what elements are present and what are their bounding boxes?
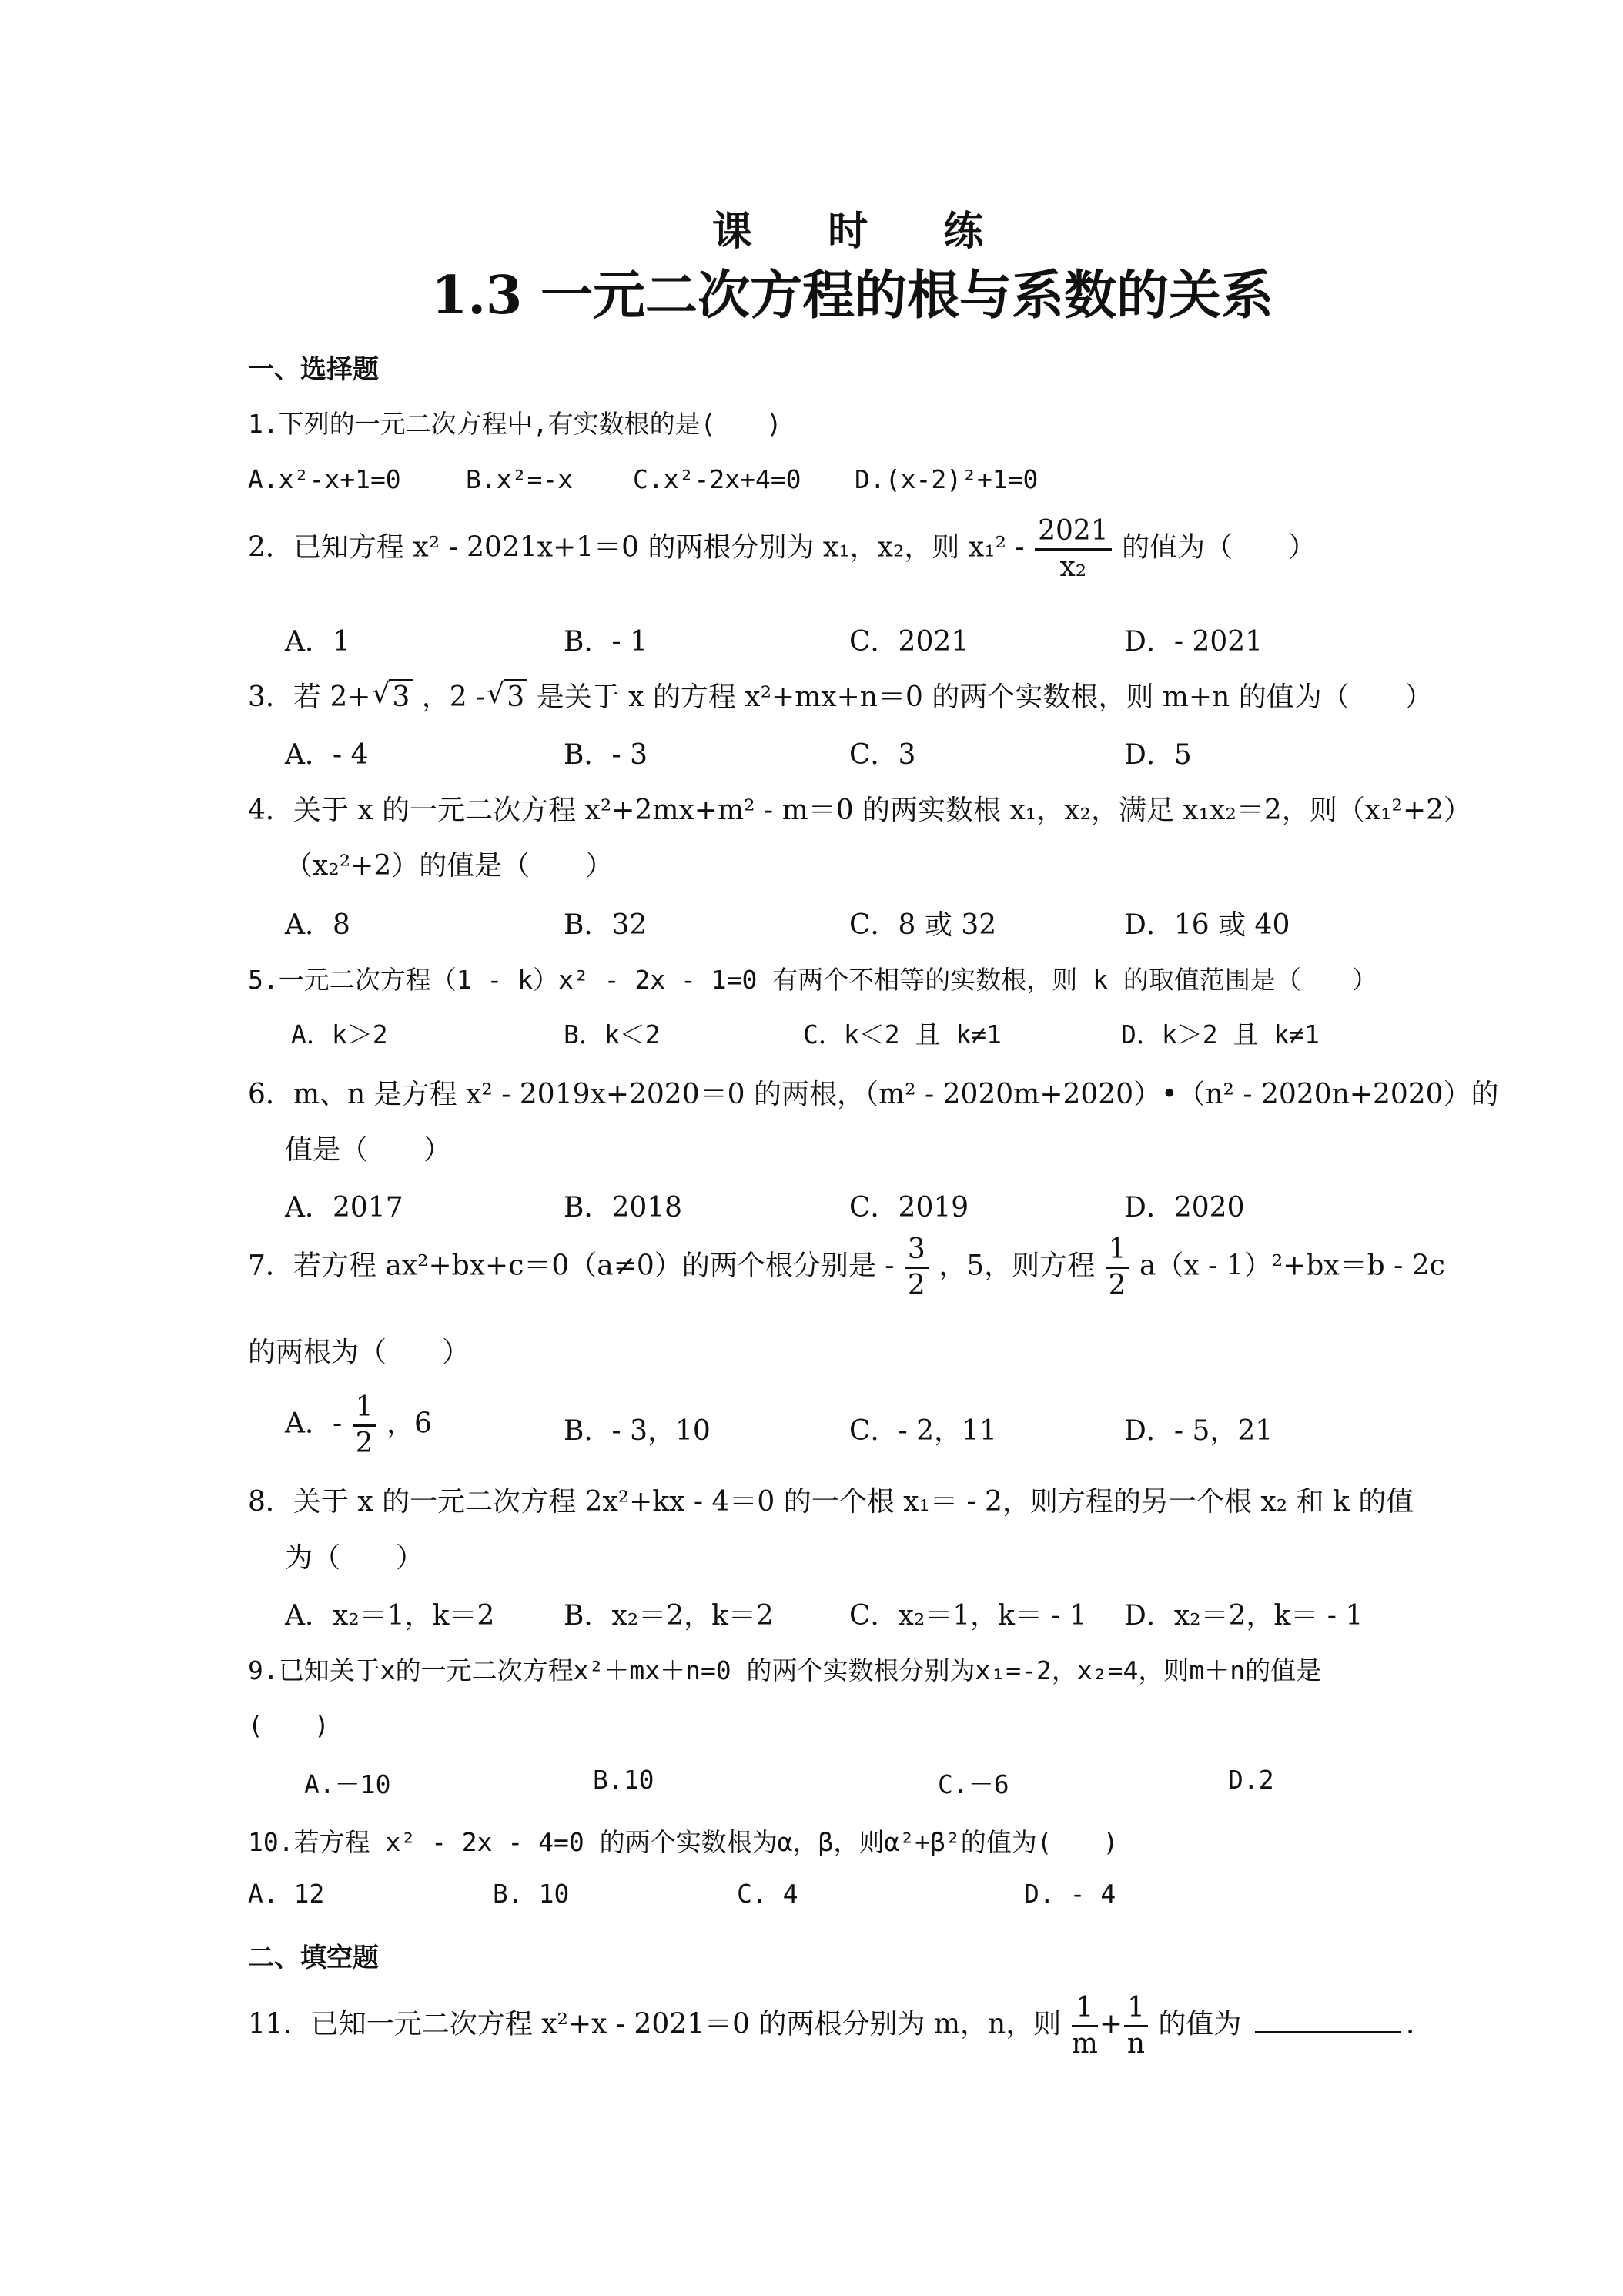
question-10-option-a: A. 12: [248, 1879, 325, 1909]
question-4-option-b: B．32: [564, 909, 648, 941]
fraction-denominator: 2: [907, 1270, 925, 1301]
question-9-stem-line1: 9.已知关于x的一元二次方程x²＋mx＋n=0 的两个实数根分别为x₁=-2，x₂=4，则m＋n的值是: [248, 1655, 1322, 1685]
question-8-option-c: C．x₂＝1，k＝ - 1: [849, 1600, 1087, 1632]
question-7-option-a: [285, 1391, 432, 1459]
question-1-option-a: A.x²-x+1=0: [248, 464, 401, 494]
question-6-option-a: A．2017: [285, 1192, 403, 1223]
question-11-stem-a: 11．已知一元二次方程 x²+x - 2021＝0 的两根分别为 m，n，则: [248, 2008, 1062, 2040]
question-4-option-d: D．16 或 40: [1124, 909, 1290, 941]
question-5-option-b: B．k＜2: [564, 1019, 661, 1049]
question-7-option-d: D．- 5，21: [1124, 1415, 1273, 1447]
question-8-option-d: D．x₂＝2，k＝ - 1: [1124, 1600, 1364, 1632]
question-7-stem-line1: [248, 1233, 1445, 1301]
page-title: 1.3 一元二次方程的根与系数的关系: [431, 265, 1273, 326]
fraction-denominator: 2: [1108, 1270, 1126, 1301]
question-9-option-b: B.10: [593, 1765, 654, 1795]
question-9-stem-line2: ( ): [248, 1710, 330, 1740]
fraction-numerator: 1: [1124, 1994, 1148, 2027]
question-3-option-d: D．5: [1124, 739, 1192, 771]
question-3-option-b: B．- 3: [564, 739, 648, 771]
question-11-end: .: [1405, 2008, 1415, 2040]
question-6-stem-line1: 6．m、n 是方程 x² - 2019x+2020＝0 的两根，（m² - 2020m+2020）•（n² - 2020n+2020）的: [248, 1079, 1499, 1110]
question-3-stem-c: 是关于 x 的方程 x²+mx+n＝0 的两个实数根，则 m+n 的值为（ ）: [536, 681, 1433, 713]
question-2-stem-b: 的值为（ ）: [1122, 531, 1317, 564]
fraction-numerator: 1: [1072, 1994, 1098, 2027]
question-3-option-c: C．3: [849, 739, 916, 771]
fraction-denominator: x₂: [1059, 551, 1087, 583]
section-heading-choice: 一、选择题: [248, 354, 379, 385]
question-4-option-c: C．8 或 32: [849, 909, 997, 941]
question-5-option-c: C．k＜2 且 k≠1: [803, 1019, 1002, 1049]
question-7-option-c: C．- 2，11: [849, 1415, 997, 1447]
question-10-option-b: B. 10: [493, 1879, 570, 1909]
sqrt-3: √ 3: [389, 679, 413, 713]
fraction-denominator: 2: [355, 1427, 373, 1459]
page-subtitle: 课 时 练: [712, 208, 1015, 255]
question-2-stem: [248, 517, 1316, 581]
question-8-option-b: B．x₂＝2，k＝2: [564, 1600, 774, 1632]
fraction-denominator: n: [1126, 2028, 1146, 2060]
question-3-stem: [248, 675, 1433, 715]
question-2-stem-a: 2．已知方程 x² - 2021x+1＝0 的两根分别为 x₁，x₂，则 x₁² -: [248, 531, 1025, 564]
question-4-stem-line2: （x₂²+2）的值是（ ）: [285, 850, 614, 882]
question-8-stem-line2: 为（ ）: [285, 1542, 424, 1574]
question-5-option-a: A．k＞2: [291, 1019, 388, 1049]
question-4-stem-line1: 4．关于 x 的一元二次方程 x²+2mx+m² - m＝0 的两实数根 x₁，x₂，满足 x₁x₂＝2，则（x₁²+2）: [248, 795, 1472, 826]
question-5-stem: 5.一元二次方程（1 - k）x² - 2x - 1=0 有两个不相等的实数根，则 k 的取值范围是（ ）: [248, 965, 1377, 995]
question-4-option-a: A．8: [285, 909, 350, 941]
question-9-option-d: D.2: [1228, 1765, 1274, 1795]
question-7-stem-a: 7．若方程 ax²+bx+c＝0（a≠0）的两个根分别是 -: [248, 1250, 895, 1282]
question-11-fraction-1: [1072, 1994, 1098, 2058]
question-11-stem: [248, 1994, 1414, 2058]
question-9-option-c: C.－6: [938, 1769, 1009, 1799]
question-1-option-d: D.(x-2)²+1=0: [855, 464, 1039, 494]
sqrt-3: √ 3: [504, 679, 527, 713]
question-8-stem-line1: 8．关于 x 的一元二次方程 2x²+kx - 4＝0 的一个根 x₁＝ - 2，则方程的另一个根 x₂ 和 k 的值: [248, 1486, 1414, 1518]
question-1-option-b: B.x²=-x: [466, 464, 574, 494]
question-6-option-b: B．2018: [564, 1192, 683, 1223]
fraction-numerator: 2021: [1035, 517, 1112, 551]
question-9-option-a: A.－10: [304, 1769, 391, 1799]
question-6-option-c: C．2019: [849, 1192, 969, 1223]
question-1-option-c: C.x²-2x+4=0: [633, 464, 801, 494]
question-7-stem-c: a（x - 1）²+bx＝b - 2c: [1139, 1250, 1445, 1282]
question-3-stem-b: ，2 -: [421, 681, 486, 713]
question-2-option-c: C．2021: [849, 626, 969, 658]
question-10-option-d: D. - 4: [1024, 1879, 1116, 1909]
answer-blank[interactable]: [1255, 2008, 1401, 2033]
question-11-fraction-2: [1124, 1994, 1148, 2058]
question-6-option-d: D．2020: [1124, 1192, 1245, 1223]
question-7-option-a-rest: ，6: [386, 1407, 432, 1440]
question-2-fraction: [1035, 517, 1112, 581]
question-8-option-a: A．x₂＝1，k＝2: [285, 1600, 495, 1632]
question-7-stem-line2: 的两根为（ ）: [248, 1337, 470, 1368]
question-6-stem-line2: 值是（ ）: [285, 1134, 452, 1166]
fraction-denominator: m: [1071, 2028, 1098, 2060]
question-7-option-a-fraction: [353, 1391, 376, 1459]
question-11-stem-b: 的值为: [1158, 2008, 1242, 2040]
question-7-fraction-1: [905, 1233, 929, 1301]
fraction-numerator: 3: [905, 1236, 929, 1269]
question-10-option-c: C. 4: [737, 1879, 798, 1909]
question-1-stem: 1.下列的一元二次方程中,有实数根的是( ): [248, 409, 782, 439]
question-2-option-b: B．- 1: [564, 626, 648, 658]
question-10-stem: 10.若方程 x² - 2x - 4=0 的两个实数根为α，β，则α²+β²的值为( ): [248, 1827, 1119, 1857]
plus-sign: +: [1099, 2008, 1123, 2040]
fraction-numerator: 1: [1106, 1236, 1129, 1269]
section-heading-fill: 二、填空题: [248, 1943, 379, 1973]
fraction-numerator: 1: [353, 1394, 376, 1427]
question-3-option-a: A．- 4: [285, 739, 369, 771]
question-5-option-d: D．k＞2 且 k≠1: [1121, 1019, 1320, 1049]
question-7-option-b: B．- 3，10: [564, 1415, 711, 1447]
question-7-option-a-label: A．-: [285, 1407, 343, 1440]
question-2-option-d: D．- 2021: [1124, 626, 1263, 658]
question-2-option-a: A．1: [285, 626, 350, 658]
question-3-stem-a: 3．若 2+: [248, 681, 371, 713]
question-7-stem-b: ，5，则方程: [939, 1250, 1096, 1282]
question-7-fraction-2: [1106, 1233, 1129, 1301]
